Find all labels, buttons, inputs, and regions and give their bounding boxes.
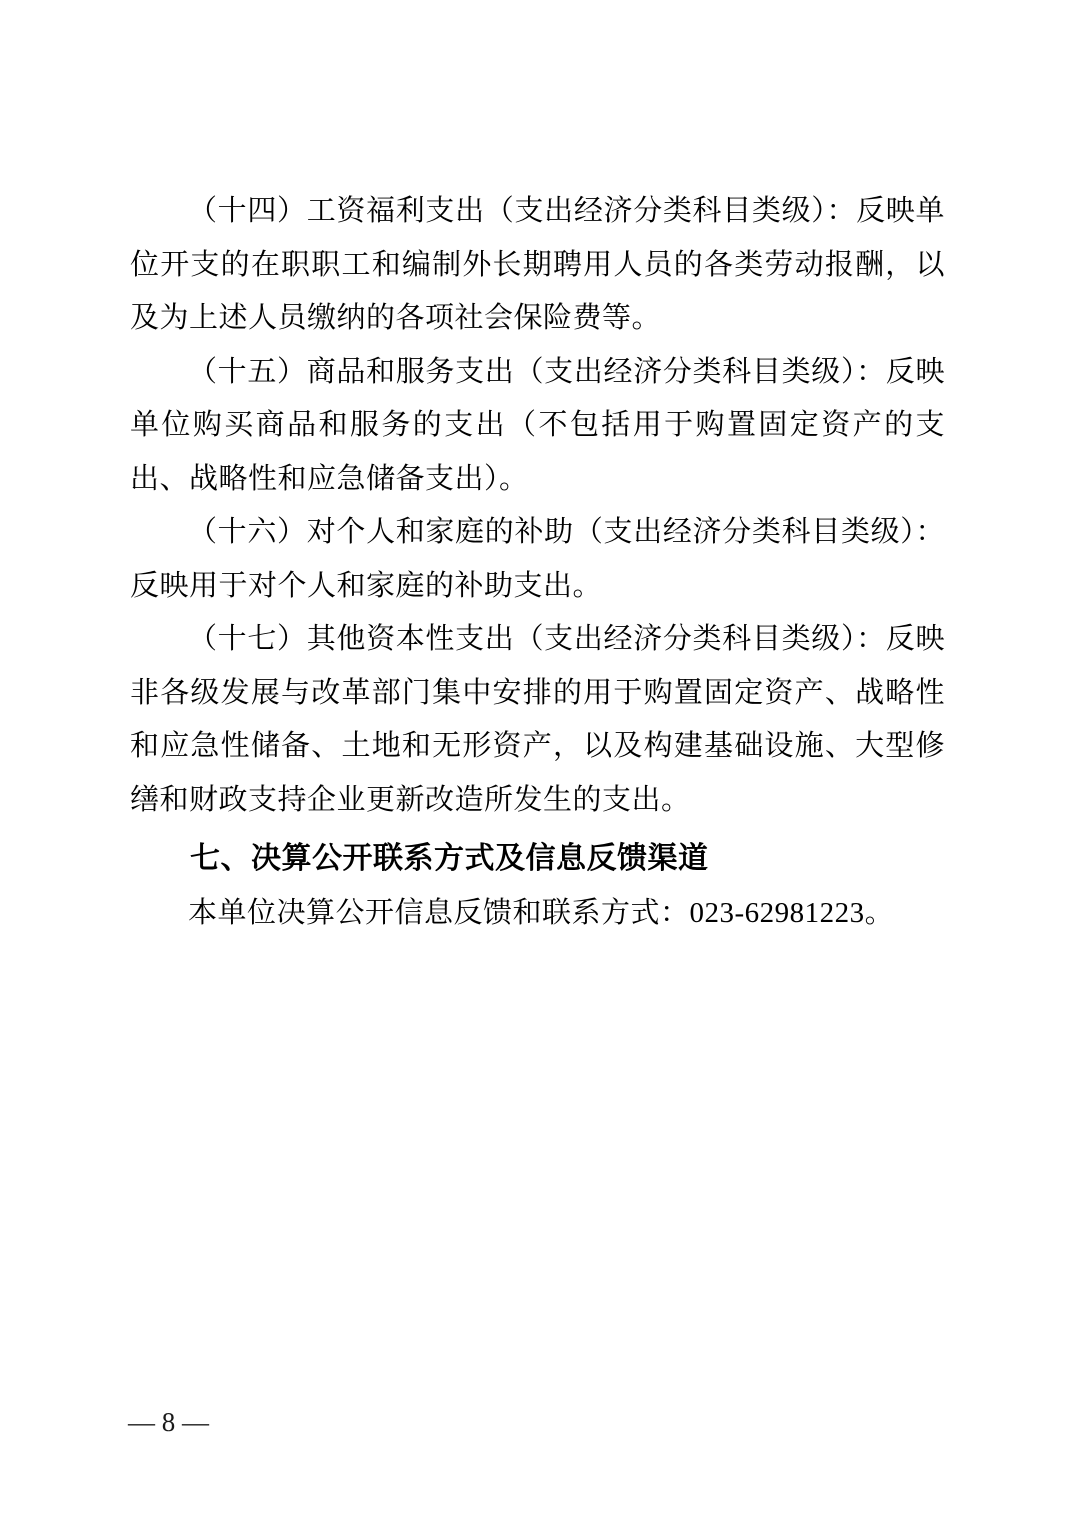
paragraph-item-15: （十五）商品和服务支出（支出经济分类科目类级）：反映单位购买商品和服务的支出（不包括用于购置固定资产的支出、战略性和应急储备支出）。 — [130, 355, 945, 495]
paragraph-item-17: （十七）其他资本性支出（支出经济分类科目类级）：反映非各级发展与改革部门集中安排的用于购置固定资产、战略性和应急性储备、土地和无形资产，以及构建基础设施、大型修缮和财政支持企业更新改造所发生的支出。 — [130, 623, 945, 816]
section-heading: 七、决算公开联系方式及信息反馈渠道 — [190, 842, 709, 875]
contact-paragraph: 本单位决算公开信息反馈和联系方式：023-62981223。 — [188, 897, 895, 929]
paragraph-item-16: （十六）对个人和家庭的补助（支出经济分类科目类级）：反映用于对个人和家庭的补助支出。 — [130, 516, 945, 602]
paragraph-item-14: （十四）工资福利支出（支出经济分类科目类级）：反映单位开支的在职职工和编制外长期聘用人员的各类劳动报酬，以及为上述人员缴纳的各项社会保险费等。 — [130, 195, 945, 334]
document-body — [130, 185, 945, 940]
page-number: — 8 — — [128, 1407, 209, 1437]
page-footer — [128, 1405, 209, 1439]
